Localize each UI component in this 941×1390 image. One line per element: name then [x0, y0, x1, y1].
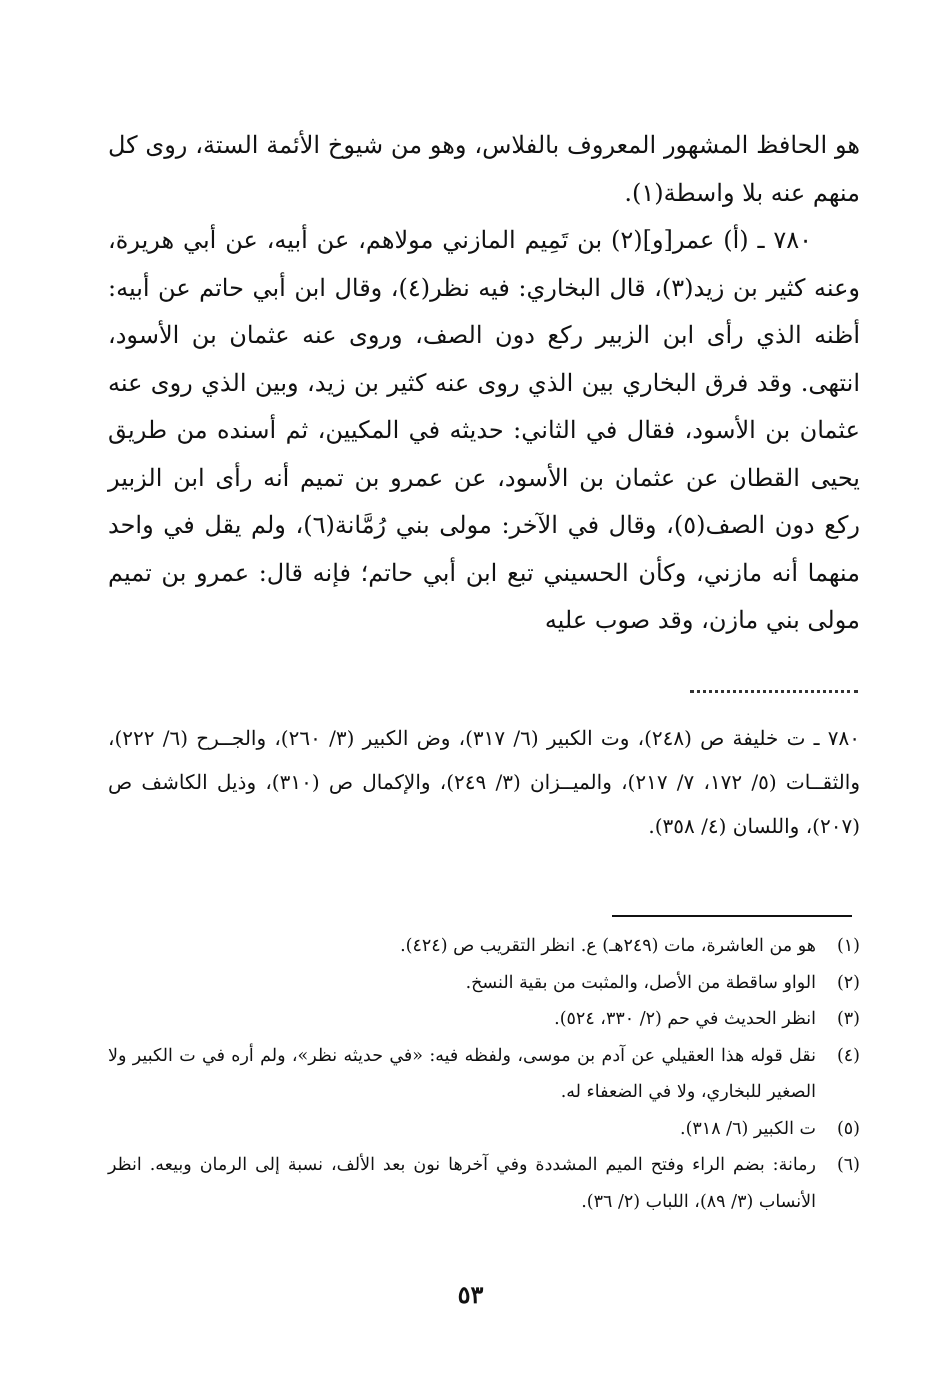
paragraph-entry-780: ٧٨٠ ـ (أ) عمر[و](٢) بن تَمِيم المازني مولاهم، عن أبيه، عن أبي هريرة، وعنه كثير بن زيد(٣)، قال البخاري: فيه نظر(٤)، وقال ابن أبي حاتم عن أبيه: أظنه الذي رأى ابن الزبير ركع دون الصف، وروى عنه عثمان بن الأسود، انتهى. وقد فرق البخاري بين الذي روى عنه كثير بن زيد، وبين الذي روى عنه عثمان بن الأسود، فقال في الثاني: حديثه في المكيين، ثم أسنده من طريق يحيى القطان عن عثمان بن الأسود، عن عمرو بن تميم أنه رأى ابن الزبير ركع دون الصف(٥)، وقال في الآخر: مولى بني رُمَّانة(٦)، ولم يقل في واحد منهما أنه مازني، وكأن الحسيني تبع ابن أبي حاتم؛ فإنه قال: عمرو بن تميم مولى بني مازن، وقد صوب عليه [108, 226, 860, 634]
entry-references: ٧٨٠ ـ ت خليفة ص (٢٤٨)، وت الكبير (٦/ ٣١٧)، وض الكبير (٣/ ٢٦٠)، والجــرح (٦/ ٢٢٢)، والثقــات (٥/ ١٧٢، ٧/ ٢١٧)، والميــزان (٣/ ٢٤٩)، والإكمال ص (٣١٠)، وذيل الكاشف ص (٢٠٧)، واللسان (٤/ ٣٥٨). [108, 726, 860, 838]
footnote-number: (٣) [836, 1009, 860, 1029]
footnote-number: (١) [836, 936, 860, 956]
footnote-number: (٢) [836, 972, 860, 993]
footnote [108, 1001, 860, 1038]
paragraph-intro: هو الحافظ المشهور المعروف بالفلاس، وهو من شيوخ الأئمة الستة، روى كل منهم عنه بلا واسطة(١). [108, 131, 860, 207]
dotted-separator [690, 690, 858, 693]
footnote [108, 1038, 860, 1111]
main-text [108, 122, 860, 645]
footnote-text: نقل قوله هذا العقيلي عن آدم بن موسى، ولفظه فيه: «في حديثه نظر»، ولم أره في ت الكبير ولا الصغير للبخاري، ولا في الضعفاء له. [108, 1045, 816, 1102]
footnote-rule [612, 915, 852, 917]
footnote-number: (٥) [836, 1118, 860, 1139]
footnote-number: (٤) [836, 1045, 860, 1066]
footnote-text: رمانة: بضم الراء وفتح الميم المشددة وفي آخرها نون بعد الألف، نسبة إلى الرمان وبيعه. انظر الأنساب (٣/ ٨٩)، اللباب (٢/ ٣٦). [108, 1155, 816, 1212]
footnote-number: (٦) [836, 1155, 860, 1175]
page-number: ٥٣ [457, 1280, 484, 1309]
footnote-text: ت الكبير (٦/ ٣١٨). [680, 1118, 816, 1139]
footnote-text: انظر الحديث في حم (٢/ ٣٣٠، ٥٢٤). [554, 1009, 816, 1029]
footnote [108, 1111, 860, 1148]
footnote-text: الواو ساقطة من الأصل، والمثبت من بقية النسخ. [465, 972, 816, 993]
footnote-text: هو من العاشرة، مات (٢٤٩هـ) ع. انظر التقريب ص (٤٢٤). [400, 936, 816, 956]
footnote [108, 965, 860, 1002]
footnotes [108, 928, 860, 1220]
footnote [108, 928, 860, 965]
footnote [108, 1147, 860, 1220]
